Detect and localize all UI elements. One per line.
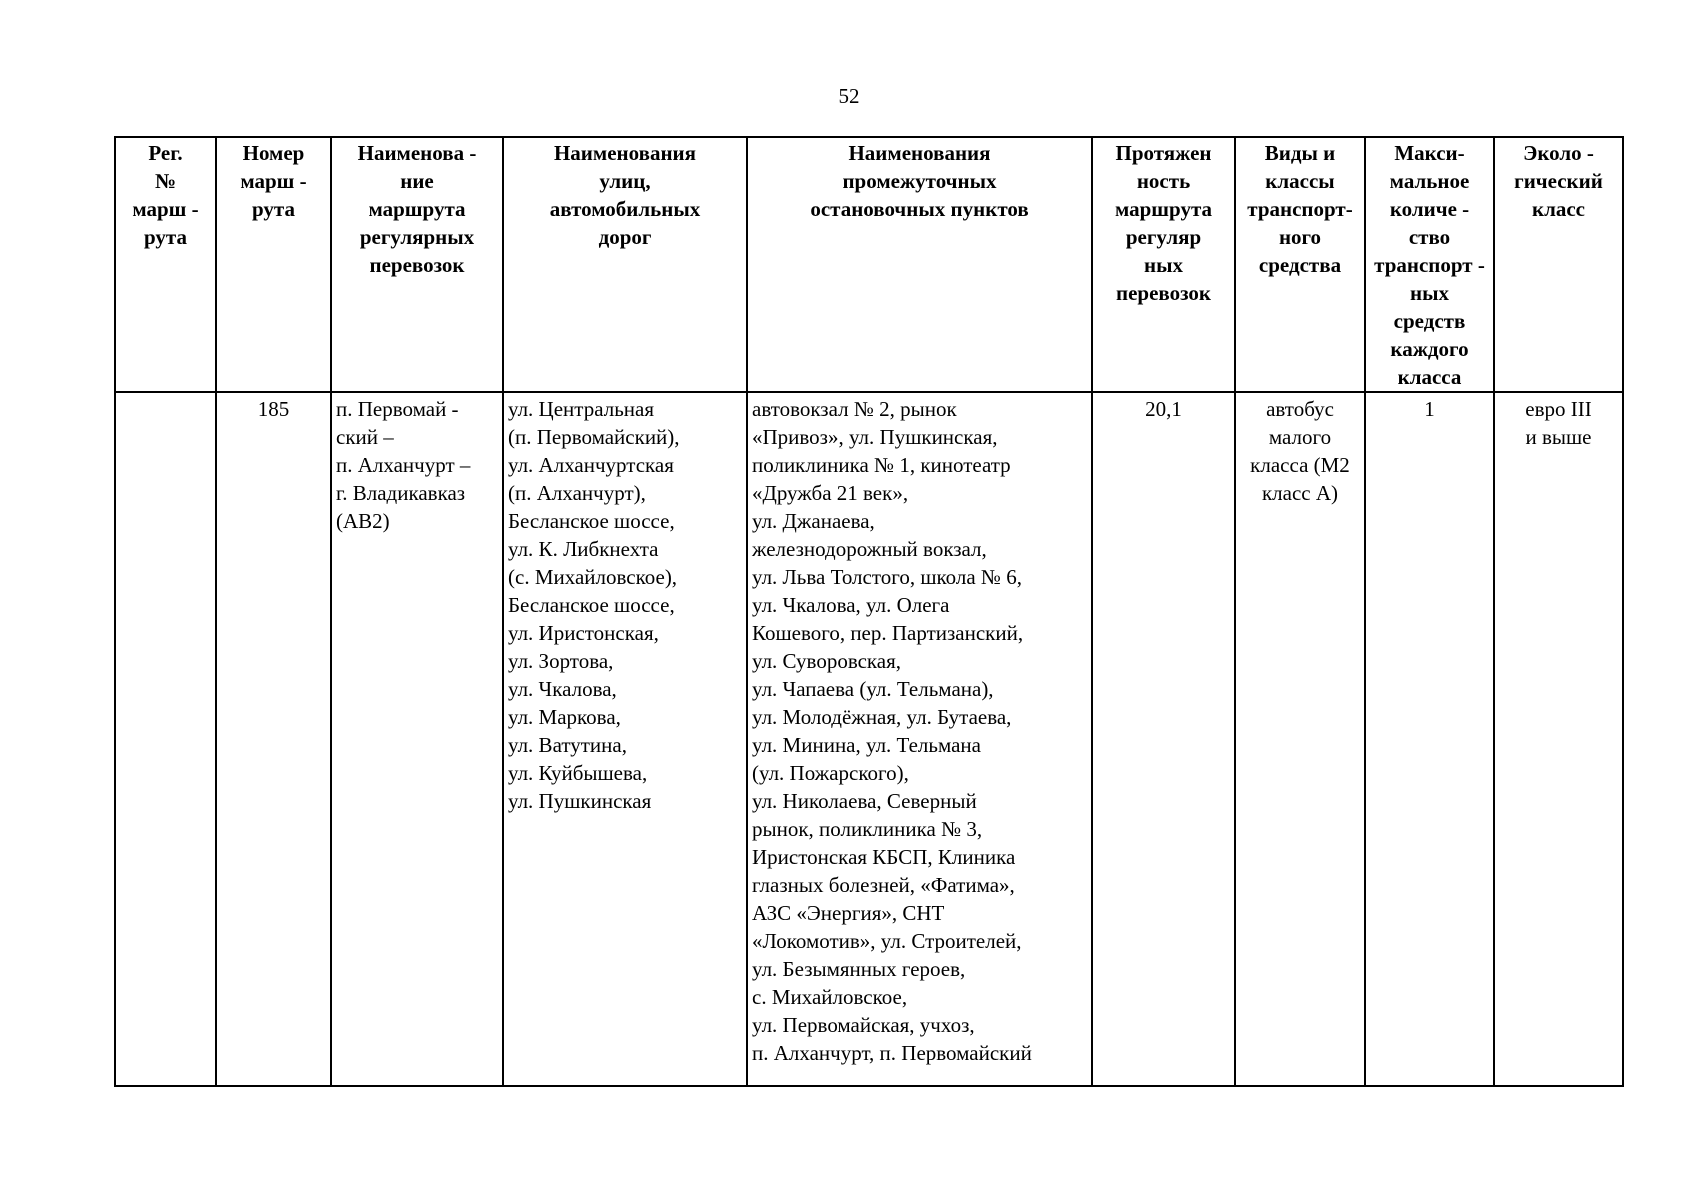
header-reg-number [115,137,216,392]
cell-line: г. Владикавказ [336,481,466,505]
cell-line: Бесланское шоссе, [508,509,675,533]
cell-line: ул. Зортова, [508,649,614,673]
cell-line: ных [1410,281,1449,305]
cell-line: регуляр [1125,225,1202,249]
cell-line: «Привоз», ул. Пушкинская, [752,425,998,449]
header-stops [747,137,1092,392]
cell-line: Бесланское шоссе, [508,593,675,617]
cell-line: Виды и [1264,141,1336,165]
cell-vehicle-type [1235,392,1365,1086]
cell-line: ул. Джанаева, [752,509,875,533]
cell-reg-number [115,392,216,1086]
cell-line: (с. Михайловское), [508,565,678,589]
cell-line: ул. Пушкинская [508,789,652,813]
cell-line: гический [1514,169,1603,193]
cell-line: рута [252,197,295,221]
cell-line: 1 [1424,397,1435,421]
cell-line: п. Первомай - [336,397,459,421]
cell-line: ул. Чапаева (ул. Тельмана), [752,677,994,701]
cell-line: ул. Льва Толстого, школа № 6, [752,565,1022,589]
cell-line: 185 [257,397,290,421]
cell-line: рута [144,225,187,249]
cell-line: автовокзал № 2, рынок [752,397,957,421]
cell-line: ство [1408,225,1451,249]
cell-line: 20,1 [1145,397,1182,421]
cell-line: перевозок [369,253,465,277]
cell-line: улиц, [599,169,651,193]
cell-line: Наименова - [357,141,477,165]
cell-line: евро III [1525,397,1592,421]
cell-line: ул. Ватутина, [508,733,627,757]
cell-line: (п. Алханчурт), [508,481,646,505]
header-route-name [331,137,503,392]
cell-line: поликлиника № 1, кинотеатр [752,453,1011,477]
cell-line: классы [1265,169,1335,193]
cell-line: количе - [1389,197,1470,221]
cell-line: регулярных [359,225,475,249]
cell-line: ул. Иристонская, [508,621,659,645]
cell-line: ул. Куйбышева, [508,761,648,785]
cell-stops [747,392,1092,1086]
cell-line: АЗС «Энергия», СНТ [752,901,945,925]
cell-line: «Локомотив», ул. Строителей, [752,929,1022,953]
cell-line: транспорт- [1247,197,1353,221]
cell-line: марш - [240,169,307,193]
cell-line: ние [400,169,434,193]
cell-streets [503,392,747,1086]
cell-line: автомобильных [549,197,701,221]
cell-line: маршрута [1114,197,1213,221]
cell-line: ул. Первомайская, учхоз, [752,1013,975,1037]
cell-line: с. Михайловское, [752,985,908,1009]
cell-line: Макси- [1394,141,1465,165]
cell-line: остановочных пунктов [810,197,1029,221]
routes-table [114,136,1624,1087]
page-number: 52 [838,84,860,108]
cell-line: (АВ2) [336,509,390,533]
cell-line: класс А) [1261,481,1339,505]
cell-line: Кошевого, пер. Партизанский, [752,621,1024,645]
cell-eco-class [1494,392,1623,1086]
header-streets [503,137,747,392]
cell-line: марш - [132,197,199,221]
cell-line: дорог [598,225,652,249]
cell-line: (п. Первомайский), [508,425,680,449]
cell-line: ных [1144,253,1183,277]
cell-line: рынок, поликлиника № 3, [752,817,983,841]
cell-line: ул. Чкалова, [508,677,617,701]
cell-line: «Дружба 21 век», [752,481,909,505]
cell-line: ул. Николаева, Северный [752,789,977,813]
cell-line: маршрута [368,197,466,221]
cell-line: ул. Минина, ул. Тельмана [752,733,981,757]
cell-line: средства [1258,253,1342,277]
table-row [115,392,1623,1086]
cell-line: Иристонская КБСП, Клиника [752,845,1016,869]
cell-line: ул. Молодёжная, ул. Бутаева, [752,705,1012,729]
cell-line: Наименования [553,141,697,165]
cell-line: п. Алханчурт, п. Первомайский [752,1041,1032,1065]
cell-line: ность [1136,169,1191,193]
cell-line: Номер [242,141,305,165]
cell-route-name [331,392,503,1086]
header-length [1092,137,1235,392]
cell-line: автобус [1266,397,1334,421]
cell-line: промежуточных [842,169,997,193]
cell-line: (ул. Пожарского), [752,761,909,785]
cell-line: глазных болезней, «Фатима», [752,873,1015,897]
header-row [115,137,1623,392]
header-route-number [216,137,331,392]
cell-line: ного [1278,225,1322,249]
cell-line: перевозок [1115,281,1212,305]
cell-line: ул. Чкалова, ул. Олега [752,593,950,617]
cell-line: Эколо - [1523,141,1594,165]
cell-line: малого [1268,425,1332,449]
cell-line: ул. Безымянных героев, [752,957,966,981]
cell-line: железнодорожный вокзал, [752,537,987,561]
header-max-vehicles [1365,137,1494,392]
cell-line: Протяжен [1115,141,1212,165]
cell-line: ул. Маркова, [508,705,621,729]
cell-line: п. Алханчурт – [336,453,471,477]
cell-line: Наименования [848,141,991,165]
cell-line: ул. Суворовская, [752,649,902,673]
cell-line: класса (М2 [1250,453,1350,477]
cell-line: ул. Алханчуртская [508,453,674,477]
cell-line: и выше [1525,425,1592,449]
cell-line: класса [1397,365,1462,389]
cell-length [1092,392,1235,1086]
cell-line: ул. К. Либкнехта [508,537,659,561]
header-eco-class [1494,137,1623,392]
header-vehicle-type [1235,137,1365,392]
cell-route-number [216,392,331,1086]
cell-max-vehicles [1365,392,1494,1086]
cell-line: средств [1393,309,1466,333]
cell-line: каждого [1390,337,1469,361]
cell-line: ул. Центральная [508,397,654,421]
cell-line: мальное [1389,169,1470,193]
cell-line: № [154,169,177,193]
cell-line: ский – [336,425,394,449]
cell-line: класс [1531,197,1586,221]
cell-line: транспорт - [1374,253,1485,277]
cell-line: Рег. [148,141,183,165]
